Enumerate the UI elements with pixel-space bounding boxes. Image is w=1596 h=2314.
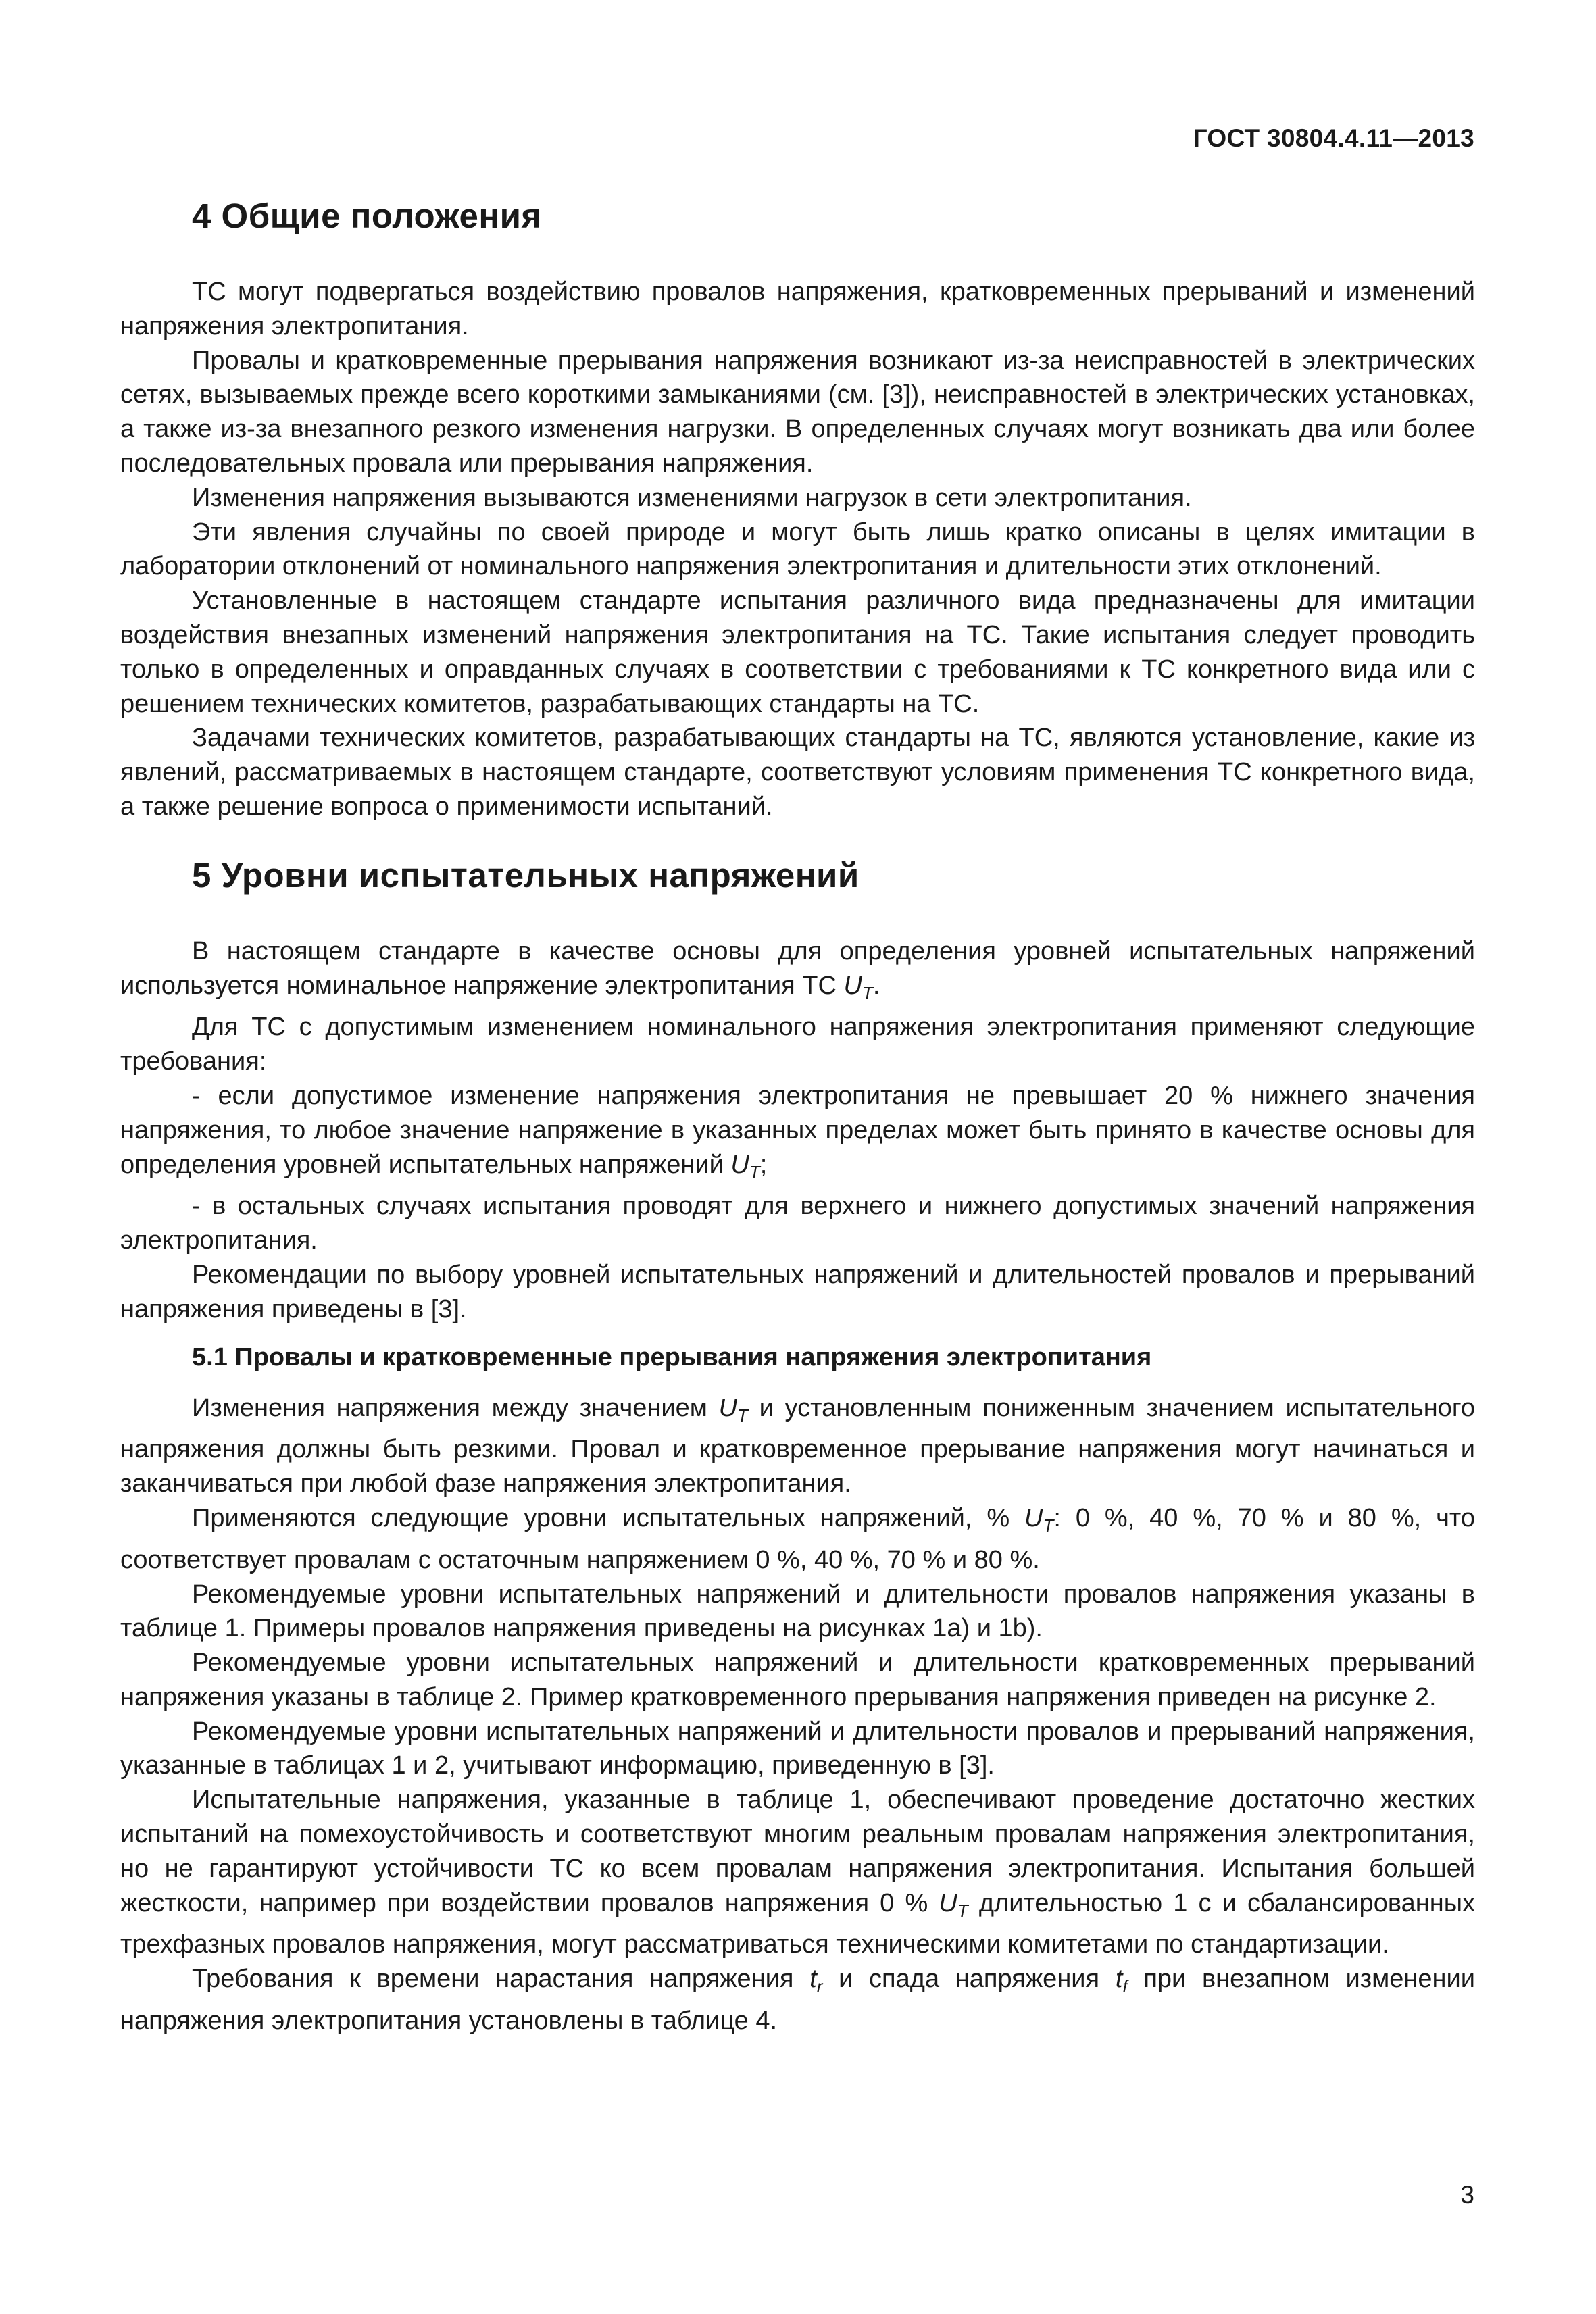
subscript-t: T [1043, 1515, 1054, 1536]
symbol-u: U [939, 1888, 957, 1917]
subscript-t: T [957, 1900, 968, 1921]
document-code: ГОСТ 30804.4.11—2013 [1193, 124, 1474, 152]
subscript-t: T [749, 1161, 760, 1182]
section-5-1-paragraph: Рекомендуемые уровни испытательных напряжений и длительности кратковременных прерываний напряжения указаны в таблице 2. Пример кратковременного прерывания напряжения приведен на рисунке 2. [120, 1649, 1475, 1711]
symbol-u: U [730, 1150, 749, 1179]
section-5-paragraph: Рекомендации по выбору уровней испытательных напряжений и длительностей провалов и прерываний напряжения приведены в [3]. [120, 1260, 1475, 1324]
section-5-paragraph: Для ТС с допустимым изменением номинального напряжения электропитания применяют следующие требования: [120, 1013, 1475, 1076]
section-4-title: 4 Общие положения [192, 197, 542, 235]
section-5-1-paragraph: Применяются следующие уровни испытательных напряжений, % $U_T$: 0 %, 40 %, 70 % и 80 %, что соответствует провалам с остаточным напряжением 0 %, 40 %, 70 % и 80 %. [120, 1503, 1475, 1574]
section-4-paragraph: Установленные в настоящем стандарте испытания различного вида предназначены для имитации воздействия внезапных изменений напряжения электропитания на ТС. Такие испытания следует проводить только в определенных и оправданных случаях в соответствии с требованиями к ТС конкретного вида или с решением технических комитетов, разрабатывающих стандарты на ТС. [120, 586, 1475, 718]
page-content [120, 196, 1475, 2038]
section-4-paragraph: Эти явления случайны по своей природе и могут быть лишь кратко описаны в целях имитации в лаборатории отклонений от номинального напряжения электропитания и длительности этих отклонений. [120, 518, 1475, 581]
subscript-t: T [862, 982, 873, 1003]
section-5-1-paragraph: Рекомендуемые уровни испытательных напряжений и длительности провалов напряжения указаны в таблице 1. Примеры провалов напряжения приведены на рисунках 1a) и 1b). [120, 1580, 1475, 1643]
symbol-u: U [718, 1393, 738, 1422]
section-5-1-paragraph: Рекомендуемые уровни испытательных напряжений и длительности провалов и прерываний напряжения, указанные в таблицах 1 и 2, учитывают информацию, приведенную в [3]. [120, 1717, 1475, 1780]
section-5-paragraph: - в остальных случаях испытания проводят для верхнего и нижнего допустимых значений напряжения электропитания. [120, 1192, 1475, 1255]
page-number: 3 [1460, 2181, 1474, 2209]
section-5-title: 5 Уровни испытательных напряжений [192, 855, 859, 895]
symbol-t: t [1115, 1965, 1123, 1994]
subscript-r: r [816, 1976, 823, 1997]
subscript-t: T [737, 1405, 748, 1426]
symbol-u: U [1024, 1503, 1043, 1532]
section-5-paragraph: В настоящем стандарте в качестве основы для определения уровней испытательных напряжений используется номинальное напряжение электропитания ТС $U_T$. [120, 936, 1475, 1003]
section-5-1-paragraph: Требования к времени нарастания напряжения $t_r$ и спада напряжения $t_f$ при внезапном изменении напряжения электропитания установлены в таблице 4. [120, 1965, 1475, 2036]
section-4-paragraph: Изменения напряжения вызываются изменениями нагрузок в сети электропитания. [192, 483, 1192, 512]
section-5-paragraph: - если допустимое изменение напряжения электропитания не превышает 20 % нижнего значения напряжения, то любое значение напряжение в указанных пределах может быть принято в качестве основы для определения уровней испытательных напряжений $U_T$; [120, 1081, 1475, 1182]
symbol-t: t [809, 1965, 817, 1994]
section-5-1-title: 5.1 Провалы и кратковременные прерывания напряжения электропитания [192, 1342, 1152, 1372]
section-4-paragraph: Задачами технических комитетов, разрабатывающих стандарты на ТС, являются установление, какие из явлений, рассматриваемых в настоящем стандарте, соответствуют условиям применения ТС конкретного вида, а также решение вопроса о применимости испытаний. [120, 724, 1475, 821]
section-4-paragraph: ТС могут подвергаться воздействию провалов напряжения, кратковременных прерываний и изменений напряжения электропитания. [120, 278, 1475, 341]
section-4-paragraph: Провалы и кратковременные прерывания напряжения возникают из-за неисправностей в электрических сетях, вызываемых прежде всего короткими замыканиями (см. [3]), неисправностей в электрических установках, а также из-за внезапного резкого изменения нагрузки. В определенных случаях могут возникать два или более последовательных провала или прерывания напряжения. [120, 346, 1475, 478]
section-5-1-paragraph: Испытательные напряжения, указанные в таблице 1, обеспечивают проведение достаточно жестких испытаний на помехоустойчивость и соответствуют многим реальным провалам напряжения электропитания, но не гарантируют устойчивости ТС ко всем провалам напряжения электропитания. Испытания большей жесткости, например при воздействии провалов напряжения 0 % $U_T$ длительностью 1 с и сбалансированных трехфазных провалов напряжения, могут рассматриваться техническими комитетами по стандартизации. [120, 1786, 1476, 1959]
symbol-u: U [843, 971, 862, 1000]
subscript-f: f [1122, 1976, 1128, 1997]
section-5-1-paragraph: Изменения напряжения между значением $U_T$ и установленным пониженным значением испытательного напряжения должны быть резкими. Провал и кратковременное прерывание напряжения могут начинаться и заканчиваться при любой фазе напряжения электропитания. [120, 1393, 1475, 1499]
